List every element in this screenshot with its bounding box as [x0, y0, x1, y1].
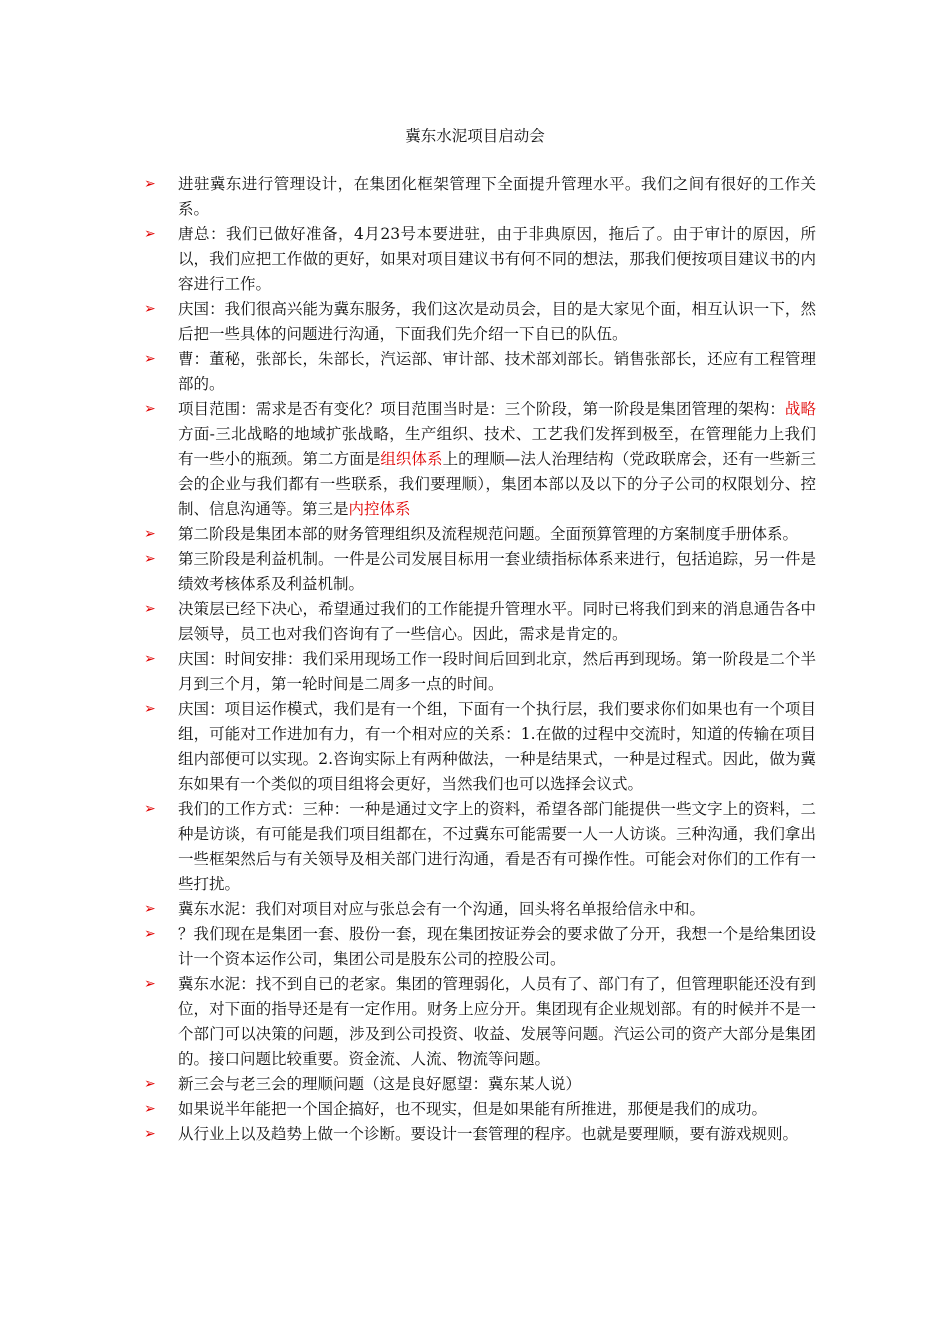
bullet-text: 冀东水泥：找不到自已的老家。集团的管理弱化，人员有了、部门有了，但管理职能还没有到位，对下面的指导还是有一定作用。财务上应分开。集团现有企业规划部。有的时候并不是一个部门可以决策的问题，涉及到公司投资、收益、发展等问题。汽运公司的资产大部分是集团的。接口问题比较重要。资金流、人流、物流等问题。	[178, 975, 816, 1068]
bullet-item-8	[144, 597, 816, 647]
bullet-text-part: 方面-三北战略的地域扩张战略，生产组织、技术、工艺我们发挥到极至，在管理能力上我们有一些小的瓶颈。第二方面是	[178, 425, 816, 468]
bullet-text-part: 上的理顺—法人治理结构（党政联席会，还有一些新三会的企业与我们都有一些联系，我们要理顺），集团本部以及以下的分子公司的权限划分、控制、信息沟通等。第三是	[178, 450, 816, 518]
arrow-bullet-icon: ➢	[144, 301, 156, 317]
bullet-text: ？我们现在是集团一套、股份一套，现在集团按证券会的要求做了分开，我想一个是给集团设计一个资本运作公司，集团公司是股东公司的控股公司。	[178, 925, 816, 968]
bullet-text: 从行业上以及趋势上做一个诊断。要设计一套管理的程序。也就是要理顺，要有游戏规则。	[178, 1125, 799, 1143]
highlight-strategy: 战略	[784, 400, 816, 418]
bullet-text: 唐总：我们已做好准备，4月23号本要进驻，由于非典原因，拖后了。由于审计的原因，所以，我们应把工作做的更好，如果对项目建议书有何不同的想法，那我们便按项目建议书的内容进行工作。	[178, 225, 816, 293]
arrow-bullet-icon: ➢	[144, 1101, 156, 1117]
arrow-bullet-icon: ➢	[144, 526, 156, 542]
bullet-item-12	[144, 897, 816, 922]
bullet-text: 我们的工作方式：三种：一种是通过文字上的资料，希望各部门能提供一些文字上的资料，二种是访谈，有可能是我们项目组都在，不过冀东可能需要一人一人访谈。三种沟通，我们拿出一些框架然后与有关领导及相关部门进行沟通，看是否有可操作性。可能会对你们的工作有一些打扰。	[178, 800, 816, 893]
highlight-internal-control: 内控体系	[348, 500, 411, 518]
arrow-bullet-icon: ➢	[144, 901, 156, 917]
bullet-text: 冀东水泥：我们对项目对应与张总会有一个沟通，回头将名单报给信永中和。	[178, 900, 706, 918]
bullet-text-part: 项目范围：需求是否有变化？项目范围当时是：三个阶段，第一阶段是集团管理的架构：	[178, 400, 785, 418]
bullet-item-17	[144, 1122, 816, 1147]
bullet-text: 如果说半年能把一个国企搞好，也不现实，但是如果能有所推进，那便是我们的成功。	[178, 1100, 768, 1118]
bullet-text: 第二阶段是集团本部的财务管理组织及流程规范问题。全面预算管理的方案制度手册体系。	[178, 525, 799, 543]
bullet-item-1	[144, 172, 816, 222]
arrow-bullet-icon: ➢	[144, 801, 156, 817]
bullet-item-3	[144, 297, 816, 347]
bullet-text: 新三会与老三会的理顺问题（这是良好愿望：冀东某人说）	[178, 1075, 582, 1093]
bullet-text: 决策层已经下决心，希望通过我们的工作能提升管理水平。同时已将我们到来的消息通告各中层领导，员工也对我们咨询有了一些信心。因此，需求是肯定的。	[178, 600, 816, 643]
bullet-text: 进驻冀东进行管理设计，在集团化框架管理下全面提升管理水平。我们之间有很好的工作关系。	[178, 175, 816, 218]
bullet-item-4	[144, 347, 816, 397]
arrow-bullet-icon: ➢	[144, 651, 156, 667]
bullet-item-6	[144, 522, 816, 547]
bullet-item-11	[144, 797, 816, 897]
arrow-bullet-icon: ➢	[144, 976, 156, 992]
arrow-bullet-icon: ➢	[144, 176, 156, 192]
bullet-text: 庆国：我们很高兴能为冀东服务，我们这次是动员会，目的是大家见个面，相互认识一下，然后把一些具体的问题进行沟通，下面我们先介绍一下自已的队伍。	[178, 300, 816, 343]
arrow-bullet-icon: ➢	[144, 351, 156, 367]
bullet-text: 庆国：项目运作模式，我们是有一个组，下面有一个执行层，我们要求你们如果也有一个项目组，可能对工作进加有力，有一个相对应的关系：1.在做的过程中交流时，知道的传输在项目组内部便可以实现。2.咨询实际上有两种做法，一种是结果式，一种是过程式。因此，做为冀东如果有一个类似的项目组将会更好，当然我们也可以选择会议式。	[178, 700, 816, 793]
document-title: 冀东水泥项目启动会	[405, 127, 545, 145]
bullet-item-9	[144, 647, 816, 697]
bullet-item-5	[144, 397, 816, 522]
arrow-bullet-icon: ➢	[144, 926, 156, 942]
bullet-item-14	[144, 972, 816, 1072]
arrow-bullet-icon: ➢	[144, 1076, 156, 1092]
bullet-text: 曹：董秘，张部长，朱部长，汽运部、审计部、技术部刘部长。销售张部长，还应有工程管理部的。	[178, 350, 816, 393]
arrow-bullet-icon: ➢	[144, 701, 156, 717]
bullet-item-7	[144, 547, 816, 597]
bullet-text: 第三阶段是利益机制。一件是公司发展目标用一套业绩指标体系来进行，包括追踪，另一件是绩效考核体系及利益机制。	[178, 550, 816, 593]
highlight-organization-system: 组织体系	[380, 450, 443, 468]
bullet-text: 庆国：时间安排：我们采用现场工作一段时间后回到北京，然后再到现场。第一阶段是二个半月到三个月，第一轮时间是二周多一点的时间。	[178, 650, 816, 693]
bullet-item-16	[144, 1097, 816, 1122]
arrow-bullet-icon: ➢	[144, 226, 156, 242]
arrow-bullet-icon: ➢	[144, 1126, 156, 1142]
bullet-list	[144, 172, 816, 1147]
bullet-item-13	[144, 922, 816, 972]
arrow-bullet-icon: ➢	[144, 401, 156, 417]
bullet-item-15	[144, 1072, 816, 1097]
arrow-bullet-icon: ➢	[144, 551, 156, 567]
bullet-item-10	[144, 697, 816, 797]
bullet-item-2	[144, 222, 816, 297]
arrow-bullet-icon: ➢	[144, 601, 156, 617]
